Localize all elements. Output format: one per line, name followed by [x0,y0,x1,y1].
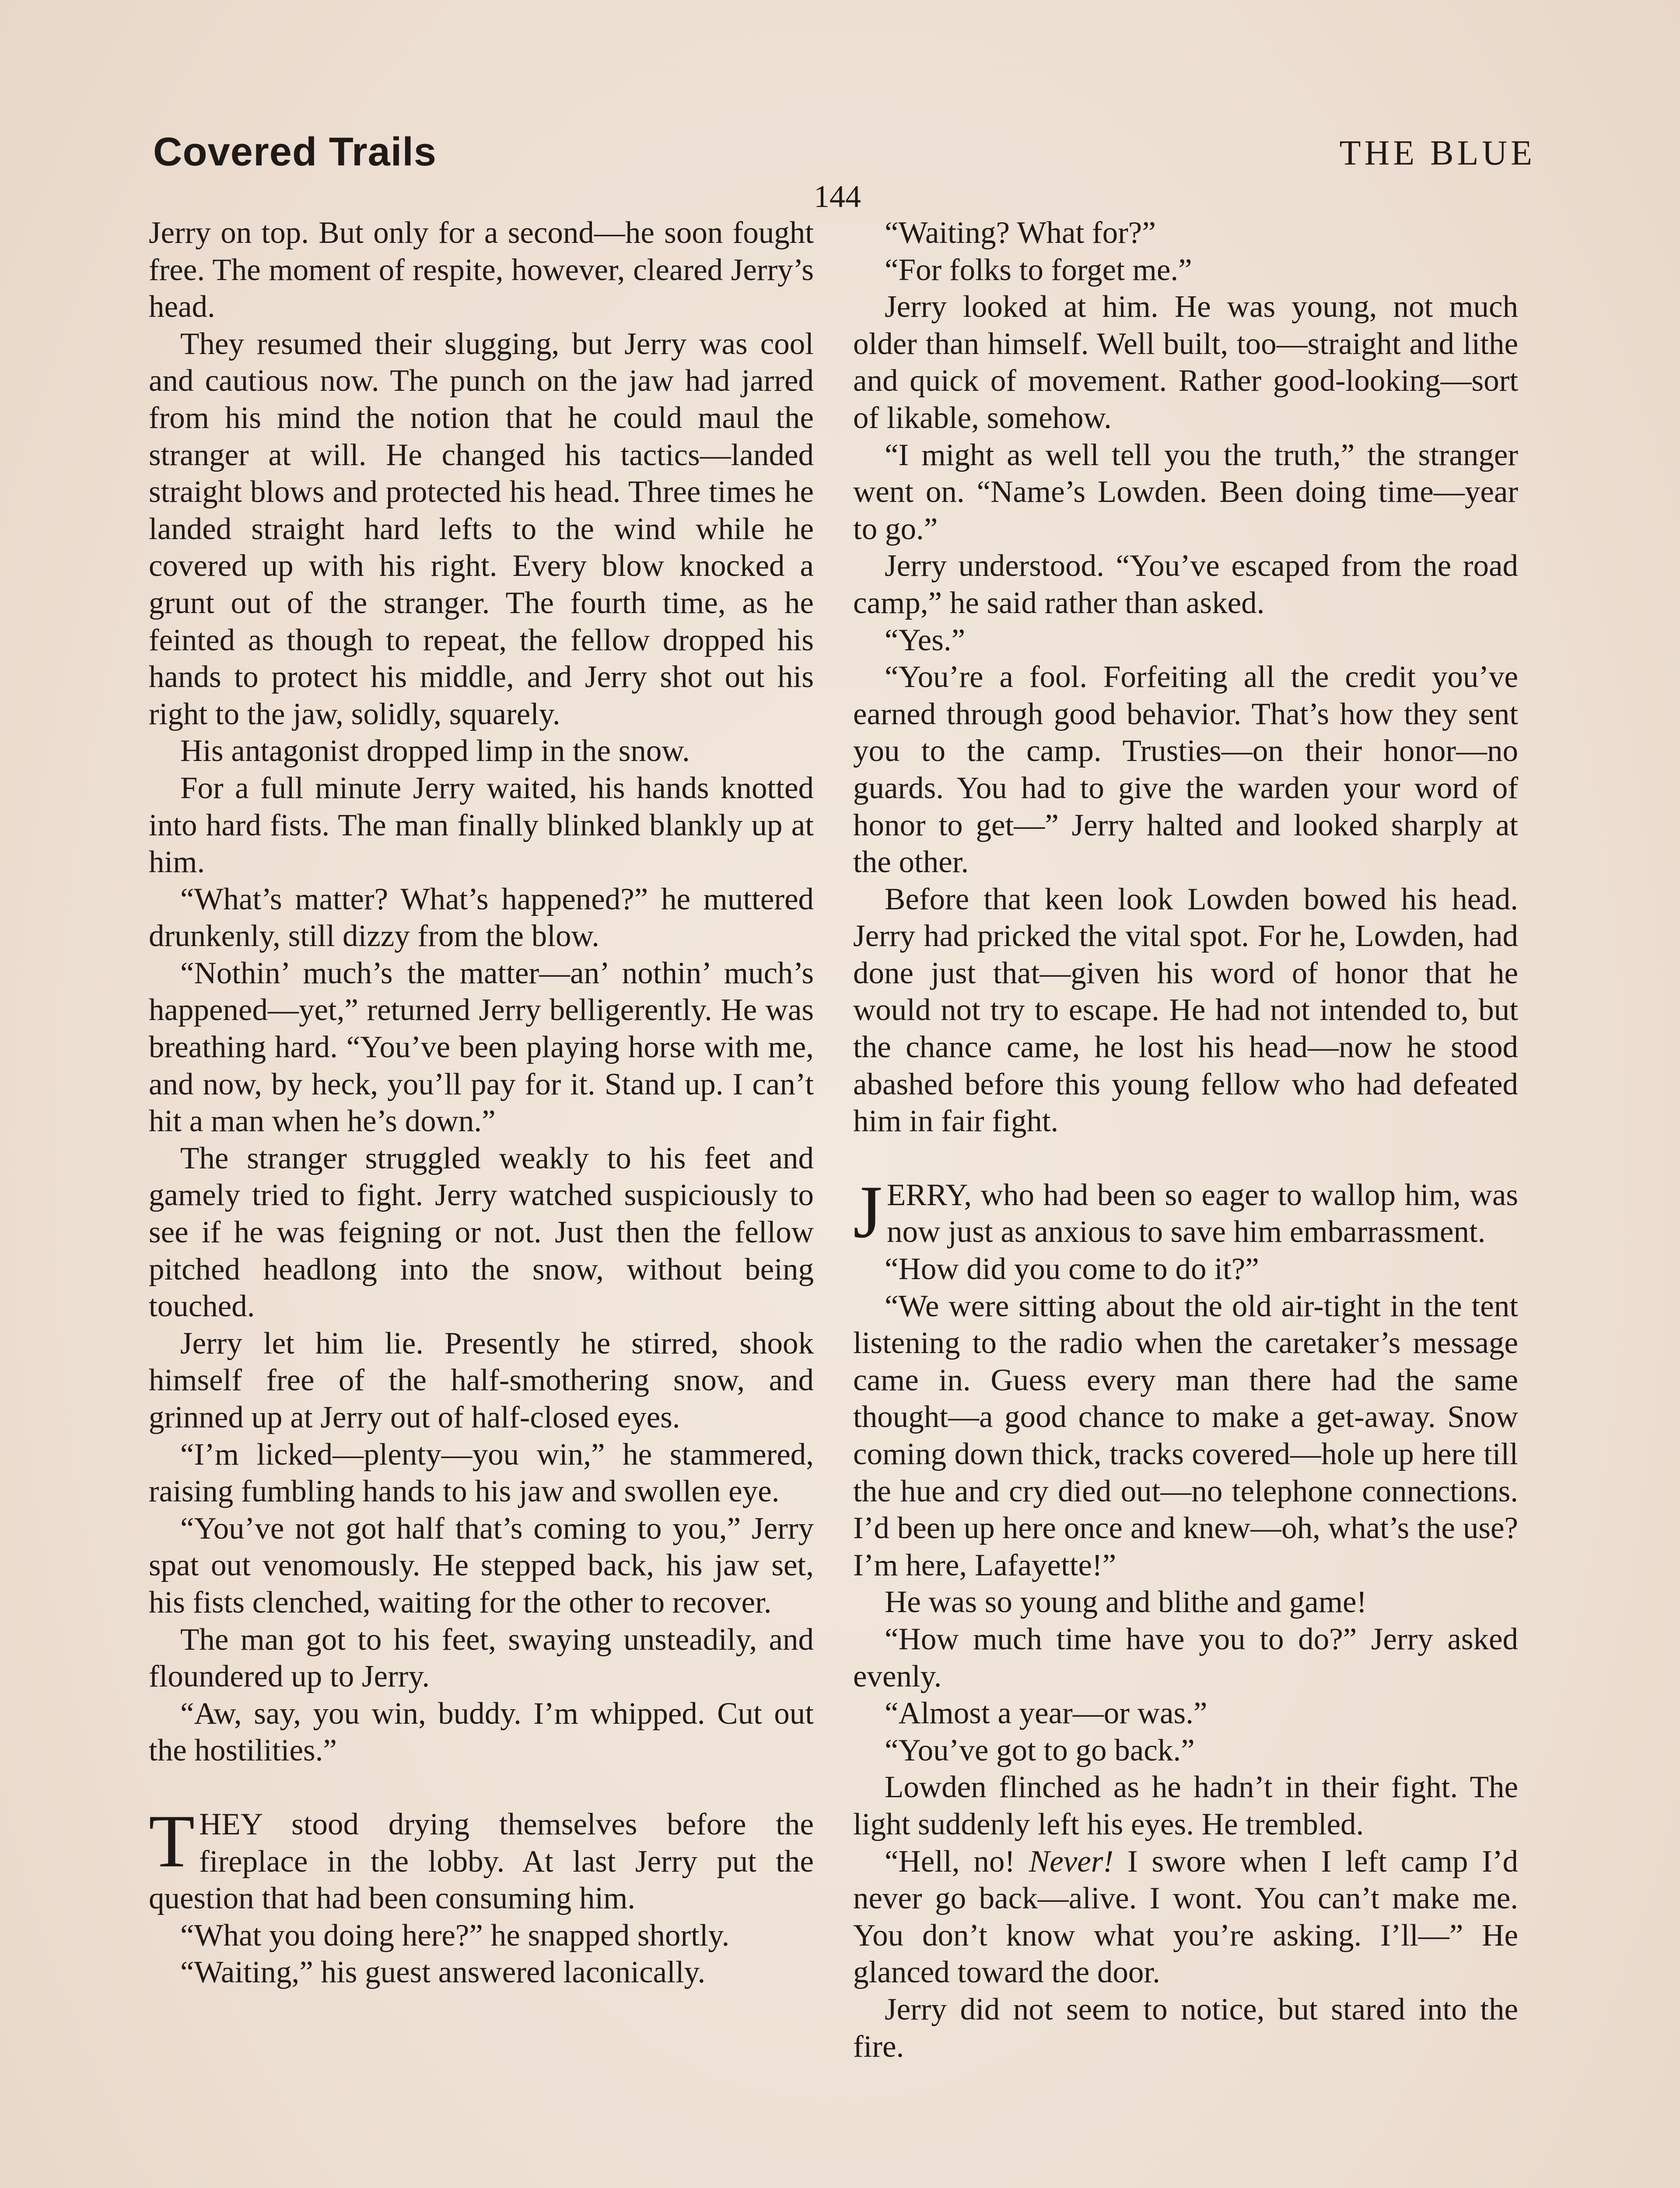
left-text-column [149,214,814,1991]
drop-cap: J [853,1170,882,1254]
paragraph: “Almost a year—or was.” [885,1696,1208,1731]
paragraph: For a full minute Jerry waited, his hands knotted into hard fists. The man finally blinked blankly up at him. [149,771,814,880]
paragraph: They resumed their slugging, but Jerry was cool and cautious now. The punch on the jaw had jarred from his mind the notion that he could maul the stranger at will. He changed his tactics—landed straight blows and protected his head. Three times he landed straight hard lefts to the wind while he covered up with his right. Every blow knocked a grunt out of the stranger. The fourth time, as he feinted as though to repeat, the fellow dropped his hands to protect his middle, and Jerry shot out his right to the jaw, solidly, squarely. [149,326,814,731]
paragraph-text: HEY stood drying themselves before the fireplace in the lobby. At last Jerry put the question that had been consuming him. [149,1807,814,1916]
paragraph: The stranger struggled weakly to his feet and gamely tried to fight. Jerry watched suspiciously to see if he was feigning or not. Just then the fellow pitched headlong into the snow, without being touched. [149,1141,814,1324]
paragraph [853,1843,1518,1991]
magazine-name: THE BLUE [1339,134,1536,172]
story-title: Covered Trails [153,130,437,174]
paragraph: “You’ve not got half that’s coming to you,” Jerry spat out venomously. He stepped back, his jaw set, his fists clenched, waiting for the other to recover. [149,1511,814,1620]
paragraph: Lowden flinched as he hadn’t in their fight. The light suddenly left his eyes. He trembled. [853,1770,1518,1841]
paragraph-text: ERRY, who had been so eager to wallop him, was now just as anxious to save him embarrassment. [886,1178,1518,1249]
paragraph: “I might as well tell you the truth,” the stranger went on. “Name’s Lowden. Been doing time—year to go.” [853,438,1518,546]
paragraph: “We were sitting about the old air-tight in the tent listening to the radio when the caretaker’s message came in. Guess every man there had the same thought—a good chance to make a get-away. Snow coming down thick, tracks covered—hole up here till the hue and cry died out—no telephone connections. I’d been up here once and knew—oh, what’s the use? I’m here, Lafayette!” [853,1289,1518,1582]
paragraph: “I’m licked—plenty—you win,” he stammered, raising fumbling hands to his jaw and swollen eye. [149,1437,814,1509]
paragraph: “You’ve got to go back.” [885,1733,1195,1767]
paragraph: “You’re a fool. Forfeiting all the credit you’ve earned through good behavior. That’s how they sent you to the camp. Trusties—on their honor—no guards. You had to give the warden your word of honor to get—” Jerry halted and looked sharply at the other. [853,660,1518,880]
paragraph: “Waiting? What for?” [885,216,1156,250]
paragraph: “Nothin’ much’s the matter—an’ nothin’ much’s happened—yet,” returned Jerry belligerently. He was breathing hard. “You’ve been playing horse with me, and now, by heck, you’ll pay for it. Stand up. I can’t hit a man when he’s down.” [149,956,814,1139]
section-start-paragraph [149,1799,814,1917]
paragraph: “How did you come to do it?” [885,1252,1259,1287]
drop-cap: T [149,1799,195,1883]
paragraph-text: “Hell, no! [885,1844,1029,1879]
paragraph: “How much time have you to do?” Jerry asked evenly. [853,1622,1518,1694]
paragraph: “For folks to forget me.” [885,252,1192,287]
page-number: 144 [814,179,861,214]
paragraph: “What you doing here?” he snapped shortly. [180,1918,730,1953]
paragraph: His antagonist dropped limp in the snow. [180,734,690,768]
paragraph: He was so young and blithe and game! [885,1585,1367,1620]
paragraph: “Waiting,” his guest answered laconically. [180,1955,706,1990]
paragraph: Jerry looked at him. He was young, not much older than himself. Well built, too—straight and lithe and quick of movement. Rather good-looking—sort of likable, somehow. [853,290,1518,435]
paragraph: Jerry understood. “You’ve escaped from the road camp,” he said rather than asked. [853,549,1518,620]
paragraph: “What’s matter? What’s happened?” he muttered drunkenly, still dizzy from the blow. [149,882,814,954]
paragraph: “Yes.” [885,623,966,657]
paragraph: Before that keen look Lowden bowed his head. Jerry had pricked the vital spot. For he, Lowden, had done just that—given his word of honor that he would not try to escape. He had not intended to, but the chance came, he lost his head—now he stood abashed before this young fellow who had defeated him in fair fight. [853,882,1518,1139]
emphasis-text: Never! [1029,1844,1114,1879]
paragraph: “Aw, say, you win, buddy. I’m whipped. Cut out the hostilities.” [149,1696,814,1768]
paragraph: Jerry on top. But only for a second—he soon fought free. The moment of respite, however, cleared Jerry’s head. [149,216,814,324]
paragraph: The man got to his feet, swaying unsteadily, and floundered up to Jerry. [149,1622,814,1694]
section-start-paragraph [853,1170,1518,1254]
right-text-column [853,214,1518,2065]
paragraph: Jerry let him lie. Presently he stirred, shook himself free of the half-smothering snow, and grinned up at Jerry out of half-closed eyes. [149,1326,814,1434]
paragraph-text: I swore when I left camp I’d never go back—alive. I wont. You can’t make me. You don’t know what you’re asking. I’ll—” He glanced toward the door. [853,1844,1518,1990]
paragraph: Jerry did not seem to notice, but stared into the fire. [853,1992,1518,2064]
